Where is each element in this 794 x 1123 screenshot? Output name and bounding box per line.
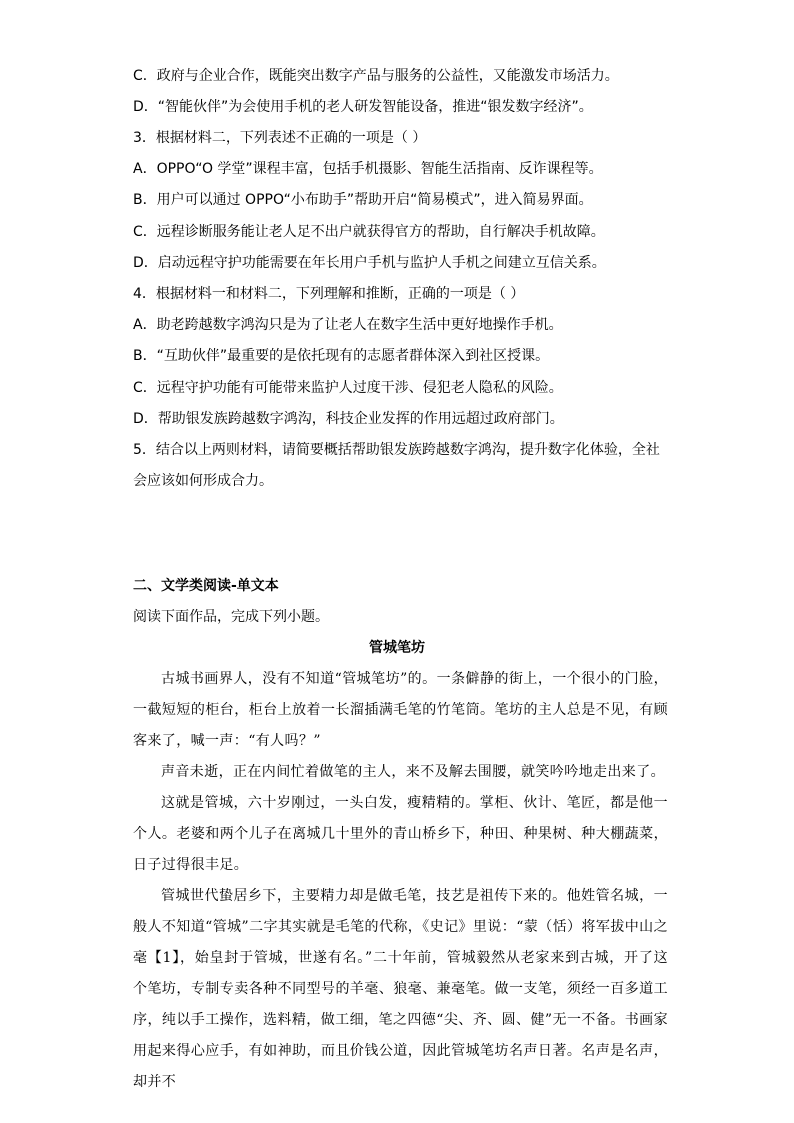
q3-option-c: C．远程诊断服务能让老人足不出户就获得官方的帮助，自行解决手机故障。	[133, 224, 605, 240]
q2-option-d: D．“智能伙伴”为会使用手机的老人研发智能设备，推进“银发数字经济”。	[133, 99, 593, 115]
story-paragraph-1: 古城书画界人，没有不知道“管城笔坊”的。一条僻静的街上，一个很小的门脸，一截短短的柜台，柜台上放着一长溜插满毛笔的竹笔筒。笔坊的主人总是不见，有顾客来了，喊一声：“有人吗？”	[133, 671, 668, 749]
question-3: 3．根据材料二，下列表述不正确的一项是（ ）	[133, 130, 427, 146]
story-paragraph-2: 声音未逝，正在内间忙着做笔的主人，来不及解去围腰，就笑吟吟地走出来了。	[161, 764, 665, 780]
q4-option-a: A．助老跨越数字鸿沟只是为了让老人在数字生活中更好地操作手机。	[133, 317, 563, 333]
question-5-line-2: 会应该如何形成合力。	[133, 473, 273, 489]
section-instruction: 阅读下面作品，完成下列小题。	[133, 609, 329, 625]
story-title: 管城笔坊	[369, 640, 425, 656]
q3-option-a: A．OPPO“O 学堂”课程丰富，包括手机摄影、智能生活指南、反诈课程等。	[133, 161, 603, 177]
q4-option-d: D．帮助银发族跨越数字鸿沟，科技企业发挥的作用远超过政府部门。	[133, 411, 564, 427]
story-body	[133, 664, 668, 1098]
question-4: 4．根据材料一和材料二，下列理解和推断，正确的一项是（ ）	[133, 286, 525, 302]
q2-option-c: C．政府与企业合作，既能突出数字产品与服务的公益性，又能激发市场活力。	[133, 68, 619, 84]
q3-option-b: B．用户可以通过 OPPO“小布助手”帮助开启“简易模式”，进入简易界面。	[133, 192, 593, 208]
section-heading: 二、文学类阅读-单文本	[133, 578, 279, 594]
q4-option-c: C．远程守护功能有可能带来监护人过度干涉、侵犯老人隐私的风险。	[133, 380, 563, 396]
story-paragraph-4: 管城世代蛰居乡下，主要精力却是做毛笔，技艺是祖传下来的。他姓管名城，一般人不知道“管城”二字其实就是毛笔的代称，《史记》里说：“蒙（恬）将军拔中山之毫【1】，始皇封于管城，世遂有名。”二十年前，管城毅然从老家来到古城，开了这个笔坊，专制专卖各种不同型号的羊毫、狼毫、兼毫笔。做一支笔，须经一百多道工序，纯以手工操作，选料精，做工细，笔之四德“尖、齐、圆、健”无一不备。书画家用起来得心应手，有如神助，而且价钱公道，因此管城笔坊名声日著。名声是名声，却并不	[133, 888, 668, 1090]
question-5-line-1: 5．结合以上两则材料，请简要概括帮助银发族跨越数字鸿沟，提升数字化体验，全社	[133, 442, 660, 458]
story-paragraph-3: 这就是管城，六十岁刚过，一头白发，瘦精精的。掌柜、伙计、笔匠，都是他一个人。老婆和两个儿子在离城几十里外的青山桥乡下，种田、种果树、种大棚蔬菜，日子过得很丰足。	[133, 795, 668, 873]
q4-option-b: B．“互助伙伴”最重要的是依托现有的志愿者群体深入到社区授课。	[133, 348, 550, 364]
q3-option-d: D．启动远程守护功能需要在年长用户手机与监护人手机之间建立互信关系。	[133, 255, 606, 271]
